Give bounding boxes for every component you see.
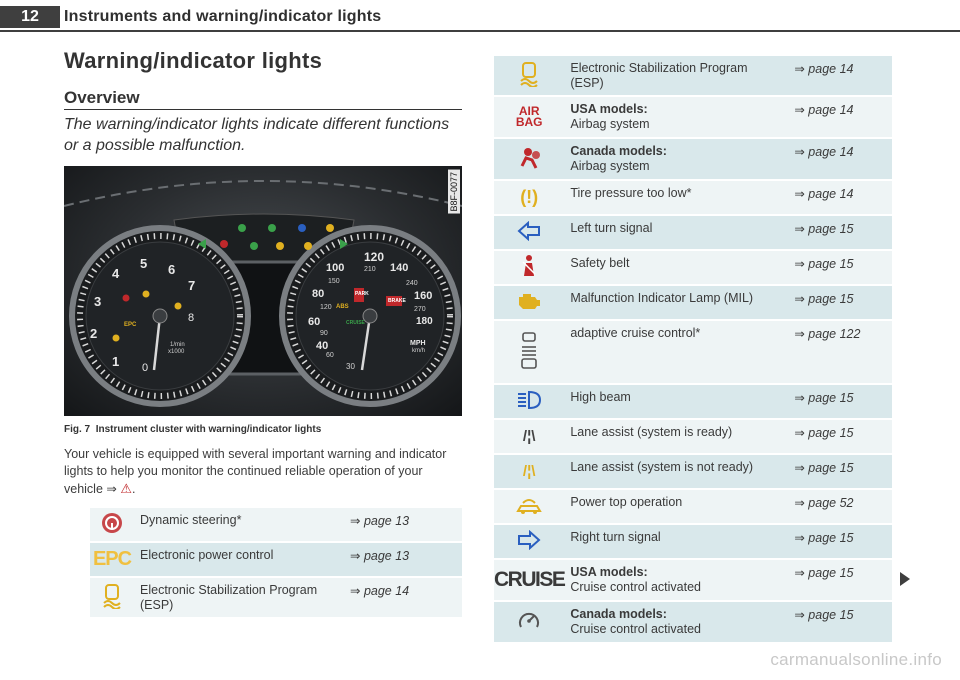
body-text-ref[interactable]: ⇒ (106, 482, 121, 496)
cruise-text-icon (494, 559, 564, 601)
page-reference-link[interactable]: ⇒ page 15 (788, 285, 892, 320)
body-text (64, 446, 464, 498)
page-reference-link[interactable]: ⇒ page 14 (788, 138, 892, 180)
page-reference-link[interactable]: ⇒ page 14 (788, 56, 892, 96)
warning-light-row (90, 508, 462, 542)
speedo-inner-number: 210 (364, 266, 376, 273)
warning-light-row (494, 384, 892, 419)
speedo-unit: MPH (410, 340, 426, 347)
light-name: Left turn signal (570, 221, 653, 235)
speedo-number: 180 (416, 316, 433, 327)
light-description (564, 489, 788, 524)
speedo-number: 60 (308, 316, 321, 328)
page-reference-link[interactable]: ⇒ page 15 (788, 215, 892, 250)
speedo-number: 140 (390, 262, 409, 274)
engine-icon (494, 285, 564, 320)
warning-light-row (90, 577, 462, 618)
speedo-inner-number: 60 (326, 352, 334, 359)
speedo-number: 40 (316, 340, 329, 352)
light-description (564, 559, 788, 601)
speedo-number: 100 (326, 262, 345, 274)
tire-pressure-icon (494, 180, 564, 215)
epc-lamp-label: EPC (124, 322, 137, 328)
lane-assist-not-ready-icon (494, 454, 564, 489)
page-reference-link[interactable]: ⇒ page 15 (788, 454, 892, 489)
page-reference-link[interactable]: ⇒ page 13 (344, 542, 462, 577)
page-reference-link[interactable]: ⇒ page 52 (788, 489, 892, 524)
section-subtitle: Overview (64, 88, 140, 107)
light-description (134, 577, 344, 618)
tacho-number: 6 (168, 262, 176, 277)
instrument-cluster-figure (64, 166, 462, 416)
model-label: Canada models: (570, 144, 667, 158)
page-reference-link[interactable]: ⇒ page 15 (788, 419, 892, 454)
warning-light-row (494, 601, 892, 643)
figure-caption (64, 424, 321, 435)
esp-car-icon (90, 577, 134, 618)
warning-light-row (494, 138, 892, 180)
epc-text: EPC (92, 548, 132, 570)
tacho-number: 1 (112, 354, 120, 369)
cruise-text: CRUISE (494, 568, 565, 591)
light-description (134, 508, 344, 542)
light-description (564, 454, 788, 489)
airbag-text-icon (494, 96, 564, 138)
light-description (564, 384, 788, 419)
light-name: Malfunction Indicator Lamp (MIL) (570, 291, 754, 305)
page-reference-link[interactable]: ⇒ page 15 (788, 524, 892, 559)
speedo-number: 160 (414, 290, 433, 302)
warning-light-row (494, 180, 892, 215)
warning-lights-table-right (494, 56, 892, 644)
convertible-top-icon (494, 489, 564, 524)
watermark: carmanualsonline.info (770, 650, 942, 669)
light-name: Electronic power control (140, 548, 274, 562)
left-turn-arrow-icon (494, 215, 564, 250)
warning-light-row (90, 542, 462, 577)
light-name: Lane assist (system is ready) (570, 425, 733, 439)
model-label: USA models: (570, 102, 648, 116)
instrument-cluster-illustration (64, 166, 462, 416)
light-description (134, 542, 344, 577)
tacho-unit: x1000 (168, 349, 185, 355)
light-description (564, 180, 788, 215)
lane-text: /¦\ (522, 428, 536, 445)
light-name: Electronic Stabilization Program (ESP) (570, 61, 748, 90)
light-description (564, 250, 788, 285)
warning-lights-table-left (90, 508, 462, 619)
abs-lamp-label: ABS (336, 304, 349, 310)
light-description (564, 601, 788, 643)
figure-caption-label: Fig. 7 (64, 424, 91, 435)
light-description (564, 138, 788, 180)
light-name: Airbag system (570, 159, 650, 173)
light-name: Cruise control activated (570, 622, 701, 636)
tacho-number: 4 (112, 266, 120, 281)
light-name: Tire pressure too low* (570, 186, 692, 200)
tacho-unit: 1/min (170, 342, 185, 348)
speedo-inner-number: 90 (320, 330, 328, 337)
tacho-number: 7 (188, 278, 196, 293)
tacho-number: 8 (188, 312, 195, 324)
light-name: Airbag system (570, 117, 650, 131)
esp-car-icon (494, 56, 564, 96)
tacho-number: 3 (94, 294, 102, 309)
brake-lamp-label: BRAKE (388, 298, 406, 304)
warning-triangle-icon[interactable]: ⚠ (120, 481, 132, 496)
warning-light-row (494, 285, 892, 320)
park-lamp-label: PARK (355, 291, 369, 297)
seat-belt-icon (494, 250, 564, 285)
light-description (564, 419, 788, 454)
page-reference-link[interactable]: ⇒ page 14 (344, 577, 462, 618)
warning-light-row (494, 524, 892, 559)
cruise-lamp-label: CRUISE (346, 320, 365, 326)
model-label: Canada models: (570, 607, 667, 621)
page-reference-link[interactable]: ⇒ page 122 (788, 320, 892, 384)
epc-icon (90, 542, 134, 577)
speedo-inner-number: 30 (346, 362, 355, 371)
lane-text: /¦\ (522, 463, 536, 480)
tacho-number: 5 (140, 256, 148, 271)
tacho-number: 2 (90, 326, 98, 341)
light-description (564, 96, 788, 138)
speedo-number: 120 (364, 250, 385, 264)
warning-light-row (494, 250, 892, 285)
next-page-arrow-icon[interactable] (900, 572, 910, 586)
warning-light-row (494, 454, 892, 489)
warning-light-row (494, 56, 892, 96)
airbag-text-top: AIR (518, 104, 540, 118)
light-name: Dynamic steering* (140, 513, 242, 527)
tacho-number: 0 (142, 362, 149, 374)
warning-light-row (494, 489, 892, 524)
light-description (564, 320, 788, 384)
light-description (564, 215, 788, 250)
page-reference-link[interactable]: ⇒ page 15 (788, 601, 892, 643)
model-label: USA models: (570, 565, 648, 579)
page-reference-link[interactable]: ⇒ page 15 (788, 559, 892, 601)
page-reference-link[interactable]: ⇒ page 15 (788, 250, 892, 285)
figure-caption-text: Instrument cluster with warning/indicator lights (95, 424, 322, 435)
cruise-gauge-icon (494, 601, 564, 643)
right-turn-arrow-icon (494, 524, 564, 559)
header-rule (0, 30, 960, 32)
intro-text: The warning/indicator lights indicate different functions or a possible malfunction. (64, 116, 450, 154)
light-description (564, 524, 788, 559)
airbag-person-icon (494, 138, 564, 180)
page-number: 12 (0, 6, 60, 28)
airbag-text-bottom: BAG (515, 115, 543, 129)
speedo-inner-number: 120 (320, 304, 332, 311)
light-description (564, 56, 788, 96)
warning-light-row (494, 96, 892, 138)
section-title: Warning/indicator lights (64, 48, 323, 73)
light-name: Power top operation (570, 495, 683, 509)
page-reference-link[interactable]: ⇒ page 13 (344, 508, 462, 542)
light-name: Right turn signal (570, 530, 661, 544)
light-name: Electronic Stabilization Program (ESP) (140, 583, 318, 612)
tire-text: (!) (520, 187, 539, 207)
warning-light-row (494, 419, 892, 454)
light-name: High beam (570, 390, 631, 404)
figure-code: B8F-0077 (449, 172, 459, 212)
light-name: adaptive cruise control* (570, 326, 701, 340)
light-description (564, 285, 788, 320)
page-reference-link[interactable]: ⇒ page 14 (788, 180, 892, 215)
adaptive-cruise-icon (494, 320, 564, 384)
speedo-inner-number: 240 (406, 280, 418, 287)
warning-light-row (494, 320, 892, 384)
light-name: Cruise control activated (570, 580, 701, 594)
speedo-number: 80 (312, 288, 325, 300)
steering-wheel-icon (90, 508, 134, 542)
warning-light-row (494, 559, 892, 601)
body-text-main: Your vehicle is equipped with several important warning and indicator lights to help you monitor the continued reliable operation of your vehicle (64, 447, 447, 496)
warning-light-row (494, 215, 892, 250)
body-text-end: . (132, 482, 136, 496)
speedo-unit: km/h (412, 348, 426, 354)
speedo-inner-number: 150 (328, 278, 340, 285)
page-reference-link[interactable]: ⇒ page 14 (788, 96, 892, 138)
speedo-inner-number: 270 (414, 306, 426, 313)
high-beam-icon (494, 384, 564, 419)
lane-assist-ready-icon (494, 419, 564, 454)
page-reference-link[interactable]: ⇒ page 15 (788, 384, 892, 419)
light-name: Safety belt (570, 256, 630, 270)
chapter-title: Instruments and warning/indicator lights (64, 8, 382, 25)
light-name: Lane assist (system is not ready) (570, 460, 754, 474)
subtitle-rule (64, 109, 462, 110)
